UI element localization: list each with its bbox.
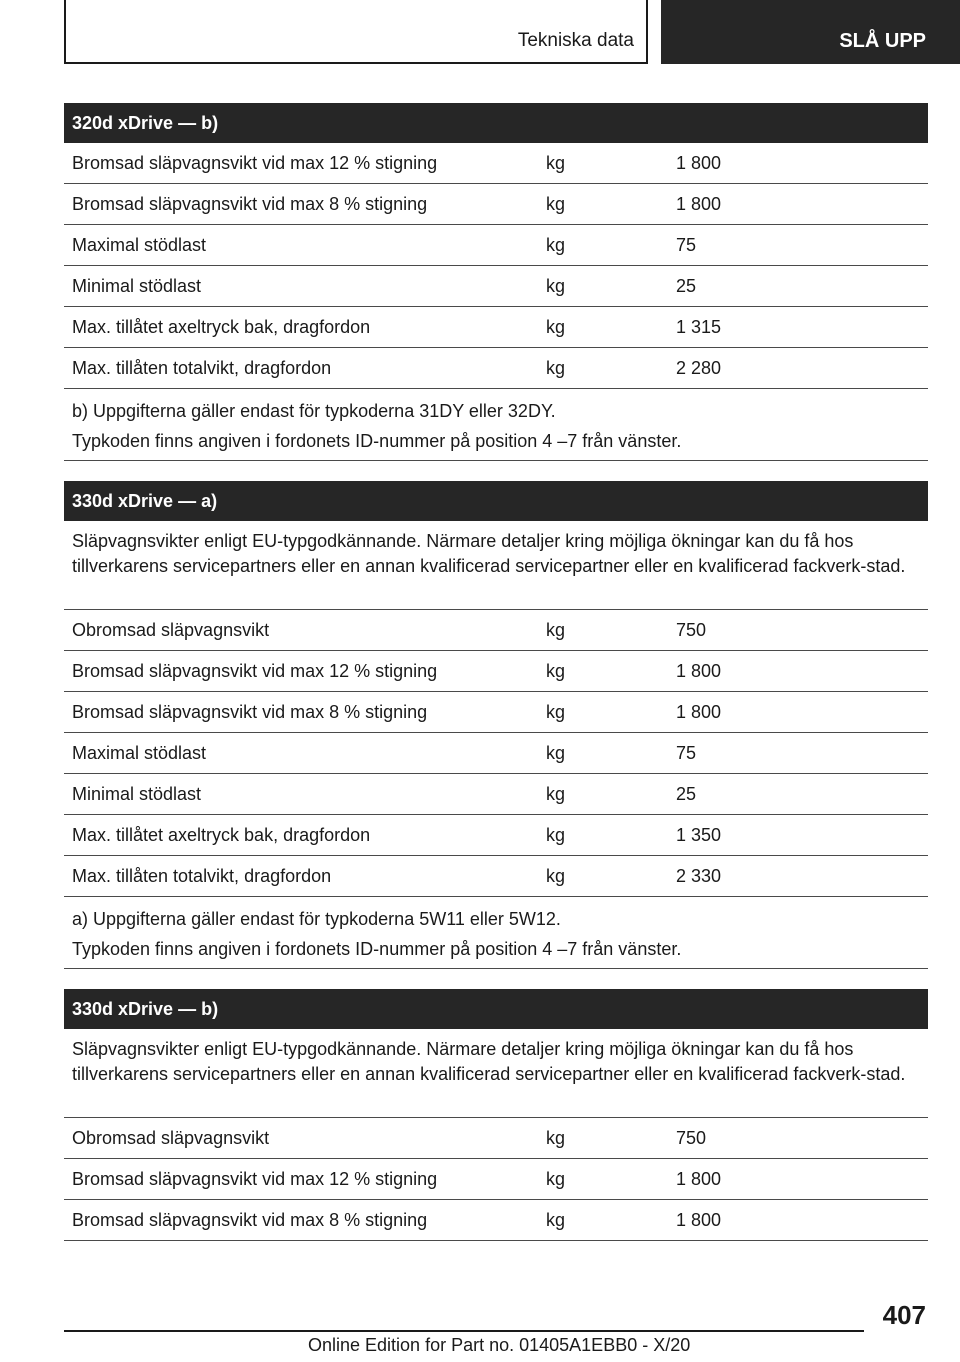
table-row	[64, 1159, 928, 1200]
table-row	[64, 1200, 928, 1241]
header-section-label: Tekniska data	[517, 30, 634, 51]
footnote	[64, 897, 928, 969]
spec-table-330d-b	[64, 989, 928, 1241]
row-label: Bromsad släpvagnsvikt vid max 12 % stigning	[72, 153, 438, 173]
row-value: 75	[676, 743, 697, 763]
table-row	[64, 225, 928, 266]
row-label: Bromsad släpvagnsvikt vid max 8 % stigning	[72, 1210, 428, 1230]
table-row	[64, 774, 928, 815]
row-label: Maximal stödlast	[72, 235, 207, 255]
row-unit: kg	[546, 1169, 566, 1189]
row-value: 2 330	[676, 866, 722, 886]
lookup-button[interactable]: SLÅ UPP	[661, 0, 960, 64]
row-unit: kg	[546, 1128, 566, 1148]
row-unit: kg	[546, 1210, 566, 1230]
row-value: 25	[676, 276, 697, 296]
section-title: 320d xDrive — b)	[64, 103, 928, 143]
row-value: 750	[676, 1128, 707, 1148]
spec-table-330d-a	[64, 481, 928, 969]
row-value: 1 800	[676, 1210, 722, 1230]
row-value: 1 350	[676, 825, 722, 845]
footnote-line: b) Uppgifterna gäller endast för typkoderna 31DY eller 32DY.	[72, 401, 556, 421]
row-label: Minimal stödlast	[72, 784, 202, 804]
section-title: 330d xDrive — b)	[64, 989, 928, 1029]
row-unit: kg	[546, 235, 566, 255]
row-unit: kg	[546, 276, 566, 296]
row-label: Max. tillåtet axeltryck bak, dragfordon	[72, 317, 371, 337]
footnote-line: Typkoden finns angiven i fordonets ID-nummer på position 4 –7 från vänster.	[72, 939, 682, 959]
row-value: 1 800	[676, 702, 722, 722]
row-value: 1 800	[676, 1169, 722, 1189]
table-row	[64, 733, 928, 774]
row-label: Bromsad släpvagnsvikt vid max 12 % stigning	[72, 1169, 438, 1189]
row-label: Maximal stödlast	[72, 743, 207, 763]
row-value: 1 800	[676, 153, 722, 173]
row-unit: kg	[546, 825, 566, 845]
table-row	[64, 143, 928, 184]
row-unit: kg	[546, 866, 566, 886]
row-unit: kg	[546, 317, 566, 337]
table-row	[64, 307, 928, 348]
footnote-line: a) Uppgifterna gäller endast för typkoderna 5W11 eller 5W12.	[72, 909, 561, 929]
footnote	[64, 389, 928, 461]
table-row	[64, 692, 928, 733]
header-tab	[64, 0, 648, 64]
table-row	[64, 610, 928, 651]
row-unit: kg	[546, 194, 566, 214]
spec-table-320d-b	[64, 103, 928, 461]
row-label: Bromsad släpvagnsvikt vid max 8 % stigning	[72, 194, 428, 214]
row-label: Bromsad släpvagnsvikt vid max 8 % stigning	[72, 702, 428, 722]
table-row	[64, 815, 928, 856]
table-row	[64, 184, 928, 225]
row-unit: kg	[546, 620, 566, 640]
row-value: 2 280	[676, 358, 722, 378]
row-unit: kg	[546, 661, 566, 681]
table-row	[64, 651, 928, 692]
table-row	[64, 348, 928, 389]
row-label: Obromsad släpvagnsvikt	[72, 620, 270, 640]
row-value: 1 315	[676, 317, 722, 337]
row-value: 75	[676, 235, 697, 255]
table-row	[64, 1118, 928, 1159]
footnote-line: Typkoden finns angiven i fordonets ID-nummer på position 4 –7 från vänster.	[72, 431, 682, 451]
footer-divider	[64, 1330, 864, 1332]
row-label: Max. tillåten totalvikt, dragfordon	[72, 866, 332, 886]
table-row	[64, 856, 928, 897]
row-unit: kg	[546, 358, 566, 378]
row-value: 1 800	[676, 194, 722, 214]
row-unit: kg	[546, 743, 566, 763]
edition-text: Online Edition for Part no. 01405A1EBB0 - X/20	[308, 1335, 691, 1355]
row-value: 25	[676, 784, 697, 804]
section-title: 330d xDrive — a)	[64, 481, 928, 521]
row-label: Obromsad släpvagnsvikt	[72, 1128, 270, 1148]
row-unit: kg	[546, 153, 566, 173]
row-unit: kg	[546, 784, 566, 804]
row-label: Bromsad släpvagnsvikt vid max 12 % stigning	[72, 661, 438, 681]
page-number: 407	[882, 1300, 926, 1330]
row-label: Minimal stödlast	[72, 276, 202, 296]
row-unit: kg	[546, 702, 566, 722]
row-label: Max. tillåtet axeltryck bak, dragfordon	[72, 825, 371, 845]
row-value: 750	[676, 620, 707, 640]
row-label: Max. tillåten totalvikt, dragfordon	[72, 358, 332, 378]
row-value: 1 800	[676, 661, 722, 681]
section-intro: Släpvagnsvikter enligt EU-typgodkännande. Närmare detaljer kring möjliga ökningar kan du få hos tillverkarens servicepartners eller en annan kvalificerad servicepartner eller en kvalificerad fackverk-stad.	[64, 521, 928, 610]
section-intro: Släpvagnsvikter enligt EU-typgodkännande. Närmare detaljer kring möjliga ökningar kan du få hos tillverkarens servicepartners eller en annan kvalificerad servicepartner eller en kvalificerad fackverk-stad.	[64, 1029, 928, 1118]
table-row	[64, 266, 928, 307]
